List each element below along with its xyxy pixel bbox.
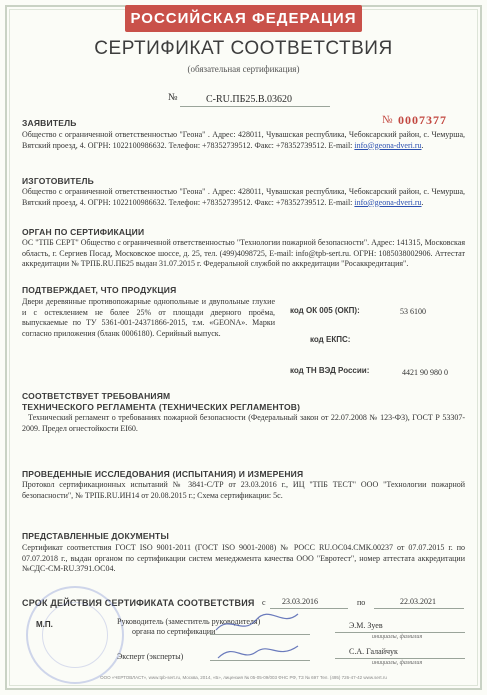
expert-label: Эксперт (эксперты) bbox=[117, 652, 184, 661]
applicant-heading: ЗАЯВИТЕЛЬ bbox=[22, 118, 77, 128]
seal-place-label: М.П. bbox=[36, 620, 53, 629]
serial-number-sign: № bbox=[382, 114, 393, 126]
ekps-code-label: код ЕКПС: bbox=[310, 335, 351, 344]
serial-number: 0007377 bbox=[398, 113, 447, 127]
product-text: Двери деревянные противопожарные однопольные и двупольные глухие и с остеклением не более 25% от площади дверного проёма, выпускаемые по ТУ 5361-001-24371866-2015, т.м. «GEONA». Марки согласно приложения (бланк 0006180). Серийный выпуск. bbox=[22, 297, 275, 338]
seal-stamp bbox=[26, 586, 124, 684]
manufacturer-heading: ИЗГОТОВИТЕЛЬ bbox=[22, 176, 94, 186]
compliance-heading: СООТВЕТСТВУЕТ ТРЕБОВАНИЯМ bbox=[22, 391, 171, 401]
expert-signature bbox=[214, 638, 304, 666]
certification-body-text: ОС "ТПБ СЕРТ" Общество с ограниченной ответственностью "Технологии пожарной безопасности". Адрес: 141315, Московская область, г. Сергиев Посад, Московское шоссе, д. 25, тел. (499)4098725, E-mail: info@tpb-sert.ru. ОГРН: 1085038002906. Аттестат аккредитации № ТРПБ.RU.ПБ25 выдан 31.07.2015 г. Федеральной службой по аккредитации "Росаккредитация". bbox=[22, 238, 465, 268]
validity-to-label: по bbox=[357, 598, 366, 607]
tests-text: Протокол сертификационных испытаний № 3841-С/ТР от 23.03.2016 г., ИЦ "ТПБ ТЕСТ" ООО "Технологии пожарной безопасности", № ТРПБ.RU.ИН14 от 20.08.2015 г.; Схема сертификации: 5с. bbox=[22, 480, 465, 500]
tnved-code-value: 4421 90 980 0 bbox=[402, 368, 448, 377]
head-name-caption: инициалы, фамилия bbox=[372, 634, 423, 640]
certification-body-heading: ОРГАН ПО СЕРТИФИКАЦИИ bbox=[22, 227, 145, 237]
validity-heading: СРОК ДЕЙСТВИЯ СЕРТИФИКАТА СООТВЕТСТВИЯ bbox=[22, 598, 255, 608]
technical-regulation-heading: ТЕХНИЧЕСКОГО РЕГЛАМЕНТА (ТЕХНИЧЕСКИХ РЕГЛАМЕНТОВ) bbox=[22, 402, 301, 412]
head-signatory-name: Э.М. Зуев bbox=[349, 621, 383, 630]
okp-code-value: 53 6100 bbox=[400, 307, 426, 316]
registration-underline bbox=[180, 106, 330, 107]
head-signature bbox=[212, 608, 302, 638]
documents-heading: ПРЕДСТАВЛЕННЫЕ ДОКУМЕНТЫ bbox=[22, 531, 169, 541]
number-sign: № bbox=[168, 92, 178, 103]
manufacturer-end: . bbox=[421, 197, 424, 207]
validity-from-date: 23.03.2016 bbox=[282, 597, 318, 606]
validity-to-date: 22.03.2021 bbox=[400, 597, 436, 606]
manufacturer-email-link[interactable]: info@geona-dveri.ru bbox=[354, 197, 422, 207]
validity-to-underline bbox=[374, 608, 464, 609]
applicant-details: Общество с ограниченной ответственностью "Геона" . Адрес: 428011, Чувашская республика, Чебоксарский район, с. Чемурша, Вятский проезд, 4. ОГРН: 1022100986632. Телефон: +78352739512. Факс: +78352739512. E-mail: bbox=[22, 130, 465, 150]
compliance-text: Технический регламент о требованиях пожарной безопасности (Федеральный закон от 22.07.2008 № 123-ФЗ), ГОСТ Р 53307-2009. Предел огнестойкости EI60. bbox=[22, 413, 465, 433]
head-name-line bbox=[335, 632, 465, 633]
country-banner: РОССИЙСКАЯ ФЕДЕРАЦИЯ bbox=[125, 5, 362, 32]
inner-border bbox=[9, 9, 478, 686]
certificate-title: СЕРТИФИКАТ СООТВЕТСТВИЯ bbox=[94, 38, 393, 59]
print-footer: ООО «ЧЕРТОВЛАСТ», www.tpb-sert.ru, Москва, 2014, «Б», лицензия № 05-05-09/003 ФНС РФ, ТЗ № 697 Тел. (495) 726-47-42 www.sert.ru bbox=[100, 675, 387, 680]
manufacturer-text bbox=[22, 187, 465, 208]
certificate-subtitle: (обязательная сертификация) bbox=[187, 64, 300, 74]
tnved-code-label: код ТН ВЭД России: bbox=[290, 366, 370, 375]
product-heading: ПОДТВЕРЖДАЕТ, ЧТО ПРОДУКЦИЯ bbox=[22, 285, 177, 295]
expert-name-caption: инициалы, фамилия bbox=[372, 660, 423, 666]
head-signatory-sublabel: органа по сертификации bbox=[132, 627, 216, 636]
applicant-email-link[interactable]: info@geona-dveri.ru bbox=[354, 140, 422, 150]
seal-stamp-inner bbox=[42, 602, 108, 668]
registration-number: С-RU.ПБ25.В.03620 bbox=[206, 94, 293, 105]
documents-text: Сертификат соответствия ГОСТ ISO 9001-2011 (ГОСТ ISO 9001-2008) № РОСС RU.ОС04.СМК.00237 от 07.07.2015 г. по 07.07.2018 г., выдан органом по сертификации систем менеджмента качества ООО "Евротест", номер аттестата аккредитации №СДС-СМ-RU.3791.ОС04. bbox=[22, 543, 465, 573]
expert-name: С.А. Галайчук bbox=[349, 647, 398, 656]
applicant-end: . bbox=[421, 140, 424, 150]
applicant-text bbox=[22, 130, 465, 151]
head-signatory-label: Руководитель (заместитель руководителя) bbox=[117, 617, 261, 626]
okp-code-label: код ОК 005 (ОКП): bbox=[290, 306, 360, 315]
expert-name-line bbox=[335, 658, 465, 659]
tests-heading: ПРОВЕДЕННЫЕ ИССЛЕДОВАНИЯ (ИСПЫТАНИЯ) И ИЗМЕРЕНИЯ bbox=[22, 469, 304, 479]
validity-from-label: с bbox=[262, 598, 266, 607]
manufacturer-details: Общество с ограниченной ответственностью "Геона" . Адрес: 428011, Чувашская республика, Чебоксарский район, с. Чемурша, Вятский проезд, 4. ОГРН: 1022100986632. Телефон: +78352739512. Факс: +78352739512. E-mail: bbox=[22, 187, 465, 207]
